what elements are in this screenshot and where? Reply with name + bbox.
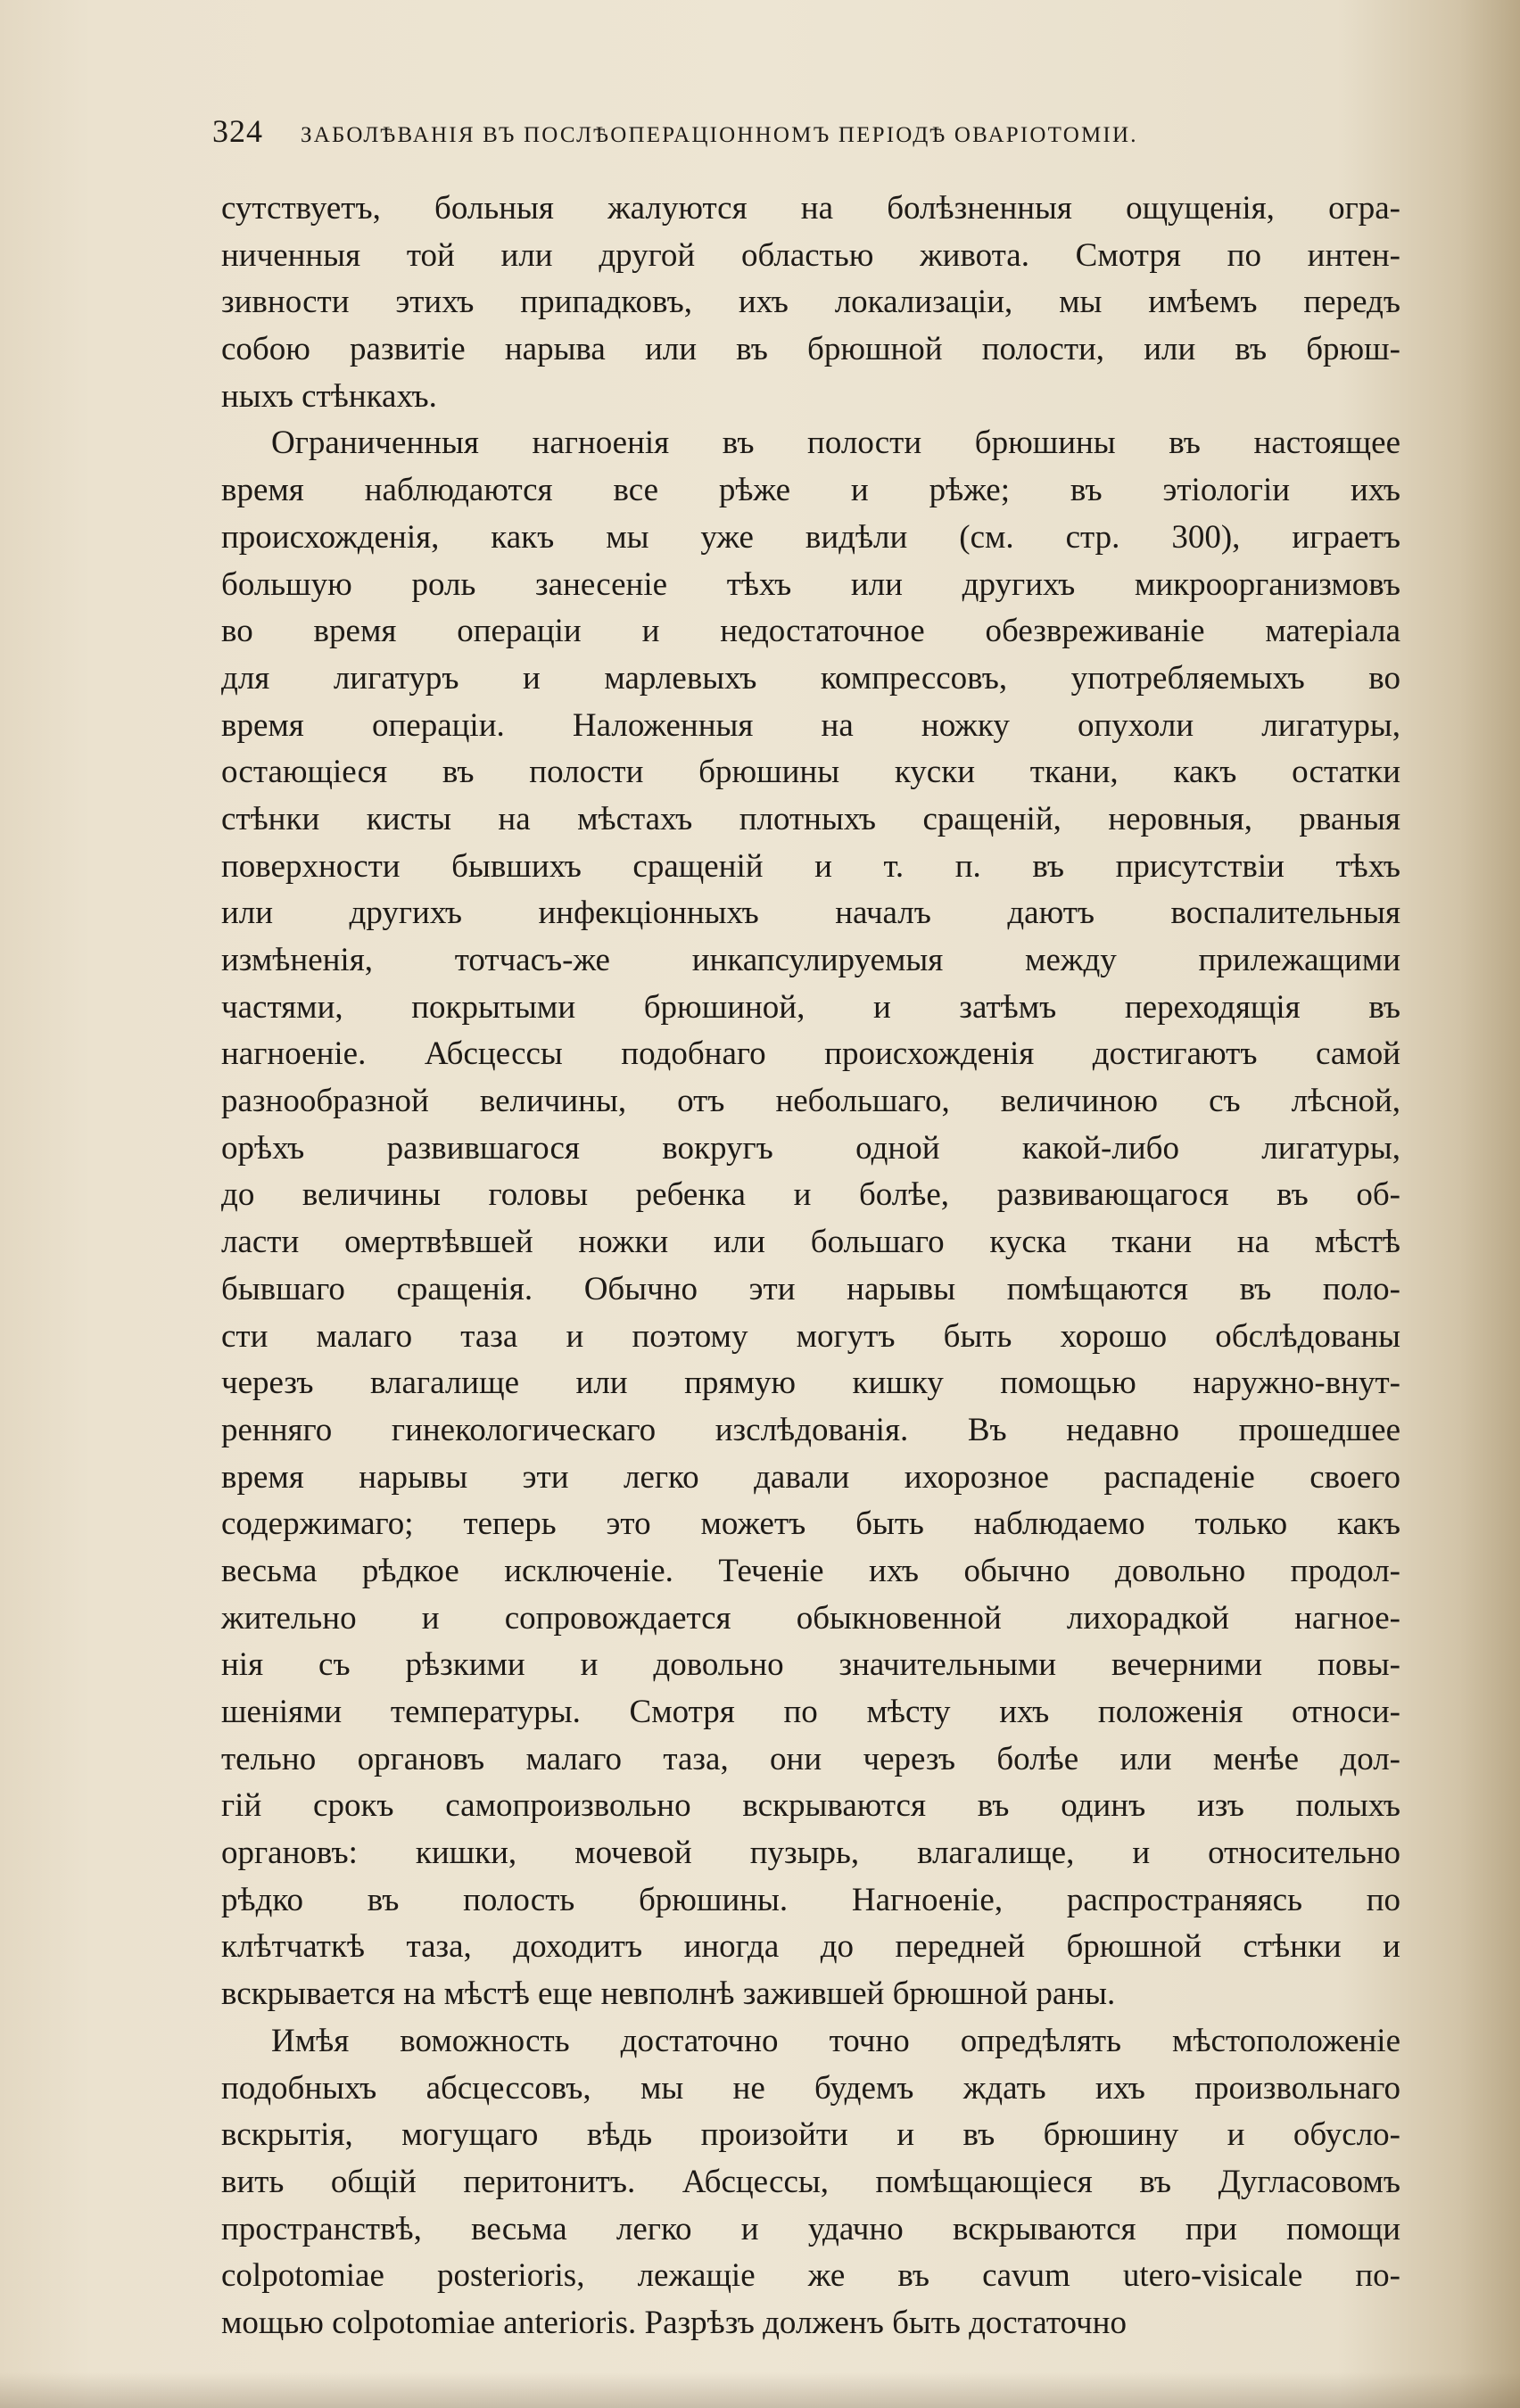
- running-title: ЗАБОЛѢВАНІЯ ВЪ ПОСЛѢОПЕРАЦІОННОМЪ ПЕРІОДѢ ОВАРІОТОМІИ.: [301, 123, 1138, 147]
- text-line: ниченныя той или другой областью живота. Смотря по интен-: [221, 236, 1400, 274]
- text-line: зивности этихъ припадковъ, ихъ локализаціи, мы имѣемъ передъ: [221, 284, 1400, 321]
- text-line: частями, покрытыми брюшиной, и затѣмъ переходящія въ: [221, 988, 1400, 1026]
- text-line: время наблюдаются все рѣже и рѣже; въ этіологіи ихъ: [221, 472, 1400, 509]
- text-line: ныхъ стѣнкахъ.: [221, 377, 437, 415]
- text-line: стѣнки кисты на мѣстахъ плотныхъ сращеній, неровныя, рваныя: [221, 800, 1400, 837]
- text-line: вскрытія, могущаго вѣдь произойти и въ брюшину и обусло-: [221, 2116, 1400, 2154]
- text-line: нія съ рѣзкими и довольно значительными вечерними повы-: [221, 1646, 1400, 1684]
- text-line: Ограниченныя нагноенія въ полости брюшины въ настоящее: [271, 425, 1400, 462]
- text-line: ренняго гинекологическаго изслѣдованія. Въ недавно прошедшее: [221, 1411, 1400, 1448]
- body-text: [221, 186, 1400, 2347]
- text-line: или другихъ инфекціонныхъ началъ даютъ воспалительныя: [221, 895, 1400, 932]
- text-line: мощью colpotomiae anterioris. Разрѣзъ долженъ быть достаточно: [221, 2304, 1127, 2341]
- text-line: измѣненія, тотчасъ-же инкапсулируемыя между прилежащими: [221, 942, 1400, 978]
- text-line: орѣхъ развившагося вокругъ одной какой-либо лигатуры,: [221, 1129, 1400, 1167]
- text-line: время операціи. Наложенныя на ножку опухоли лигатуры,: [221, 706, 1400, 744]
- text-line: во время операціи и недостаточное обезвреживаніе матеріала: [221, 613, 1400, 650]
- text-line: гій срокъ самопроизвольно вскрываются въ одинъ изъ полыхъ: [221, 1787, 1400, 1825]
- page-header: [212, 112, 1283, 157]
- text-line: сти малаго таза и поэтому могутъ быть хорошо обслѣдованы: [221, 1317, 1400, 1355]
- text-line: большую роль занесеніе тѣхъ или другихъ микроорганизмовъ: [221, 565, 1400, 603]
- text-line: время нарывы эти легко давали ихорозное распаденіе своего: [221, 1458, 1400, 1496]
- text-line: colpotomiae posterioris, лежащіе же въ cavum utero-visicale по-: [221, 2257, 1400, 2295]
- text-line: бывшаго сращенія. Обычно эти нарывы помѣщаются въ поло-: [221, 1270, 1400, 1307]
- text-line: собою развитіе нарыва или въ брюшной полости, или въ брюш-: [221, 331, 1400, 368]
- page-number: 324: [212, 113, 263, 149]
- page-edge-shadow: [0, 2372, 1520, 2408]
- text-line: весьма рѣдкое исключеніе. Теченіе ихъ обычно довольно продол-: [221, 1552, 1400, 1589]
- text-line: нагноеніе. Абсцессы подобнаго происхожденія достигаютъ самой: [221, 1035, 1400, 1073]
- text-line: тельно органовъ малаго таза, они черезъ болѣе или менѣе дол-: [221, 1740, 1400, 1777]
- text-line: шеніями температуры. Смотря по мѣсту ихъ положенія относи-: [221, 1694, 1400, 1730]
- text-line: до величины головы ребенка и болѣе, развивающагося въ об-: [221, 1176, 1400, 1214]
- text-line: клѣтчаткѣ таза, доходитъ иногда до передней брюшной стѣнки и: [221, 1928, 1400, 1966]
- text-line: разнообразной величины, отъ небольшаго, величиною съ лѣсной,: [221, 1083, 1400, 1120]
- paragraph: [221, 2018, 1400, 2347]
- text-line: Имѣя воможность достаточно точно опредѣлять мѣстоположеніе: [271, 2022, 1400, 2059]
- text-line: ласти омертвѣвшей ножки или большаго куска ткани на мѣстѣ: [221, 1224, 1400, 1261]
- text-line: содержимаго; теперь это можетъ быть наблюдаемо только какъ: [221, 1505, 1400, 1543]
- text-line: для лигатуръ и марлевыхъ компрессовъ, употребляемыхъ во: [221, 659, 1400, 697]
- text-line: вскрывается на мѣстѣ еще невполнѣ зажившей брюшной раны.: [221, 1975, 1116, 2013]
- text-line: остающіеся въ полости брюшины куски ткани, какъ остатки: [221, 754, 1400, 791]
- text-line: жительно и сопровождается обыкновенной лихорадкой нагное-: [221, 1599, 1400, 1637]
- text-line: органовъ: кишки, мочевой пузырь, влагалище, и относительно: [221, 1835, 1400, 1872]
- text-line: происхожденія, какъ мы уже видѣли (см. стр. 300), играетъ: [221, 518, 1400, 556]
- paragraph: [221, 420, 1400, 2017]
- text-line: подобныхъ абсцессовъ, мы не будемъ ждать ихъ произвольнаго: [221, 2069, 1400, 2107]
- text-line: вить общій перитонитъ. Абсцессы, помѣщающіеся въ Дугласовомъ: [221, 2163, 1400, 2200]
- text-line: рѣдко въ полость брюшины. Нагноеніе, распространяясь по: [221, 1881, 1400, 1918]
- text-line: пространствѣ, весьма легко и удачно вскрываются при помощи: [221, 2210, 1400, 2247]
- text-line: поверхности бывшихъ сращеній и т. п. въ присутствіи тѣхъ: [221, 847, 1400, 885]
- paragraph: [221, 186, 1400, 420]
- text-line: сутствуетъ, больныя жалуются на болѣзненныя ощущенія, огра-: [221, 190, 1400, 227]
- text-line: черезъ влагалище или прямую кишку помощью наружно-внут-: [221, 1365, 1400, 1402]
